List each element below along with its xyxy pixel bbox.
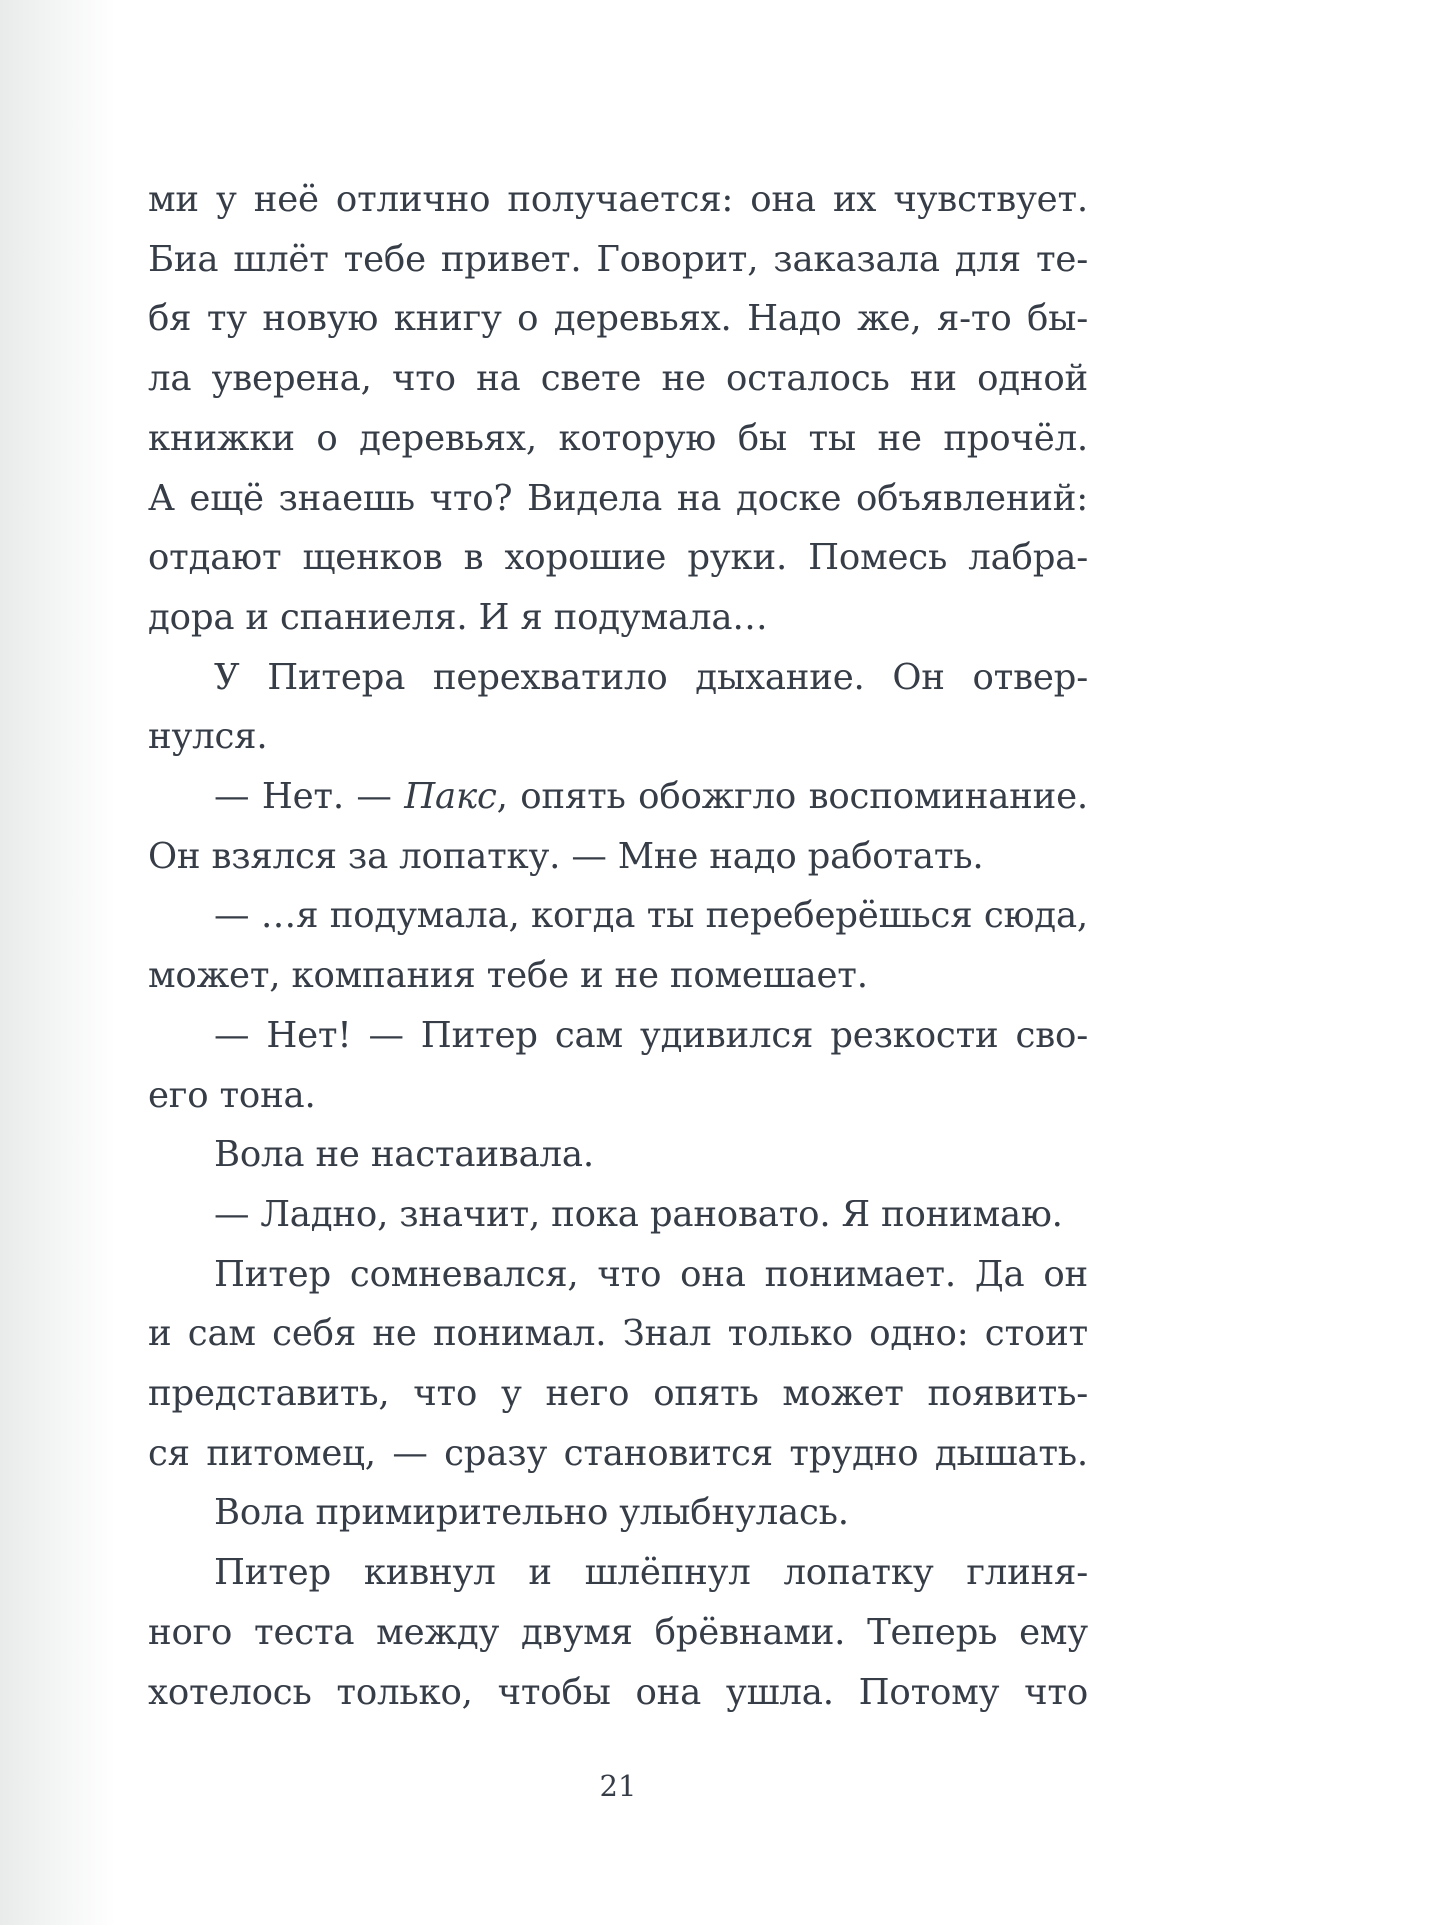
text-segment: ми у неё отлично получается: она их чувствует.: [148, 179, 1088, 220]
text-segment: ся питомец, — сразу становится трудно дышать.: [148, 1432, 1088, 1474]
page-edge-shadow: [0, 0, 116, 1925]
text-line: [148, 230, 1088, 290]
text-segment: А ещё знаешь что? Видела на доске объявлений:: [148, 477, 1088, 519]
text-segment: представить, что у него опять может появить-: [148, 1373, 1088, 1415]
text-line: [148, 469, 1088, 529]
text-segment: его тона.: [148, 1074, 316, 1116]
text-line: [148, 1543, 1088, 1603]
text-segment: — Нет! — Питер сам удивился резкости сво-: [214, 1014, 1088, 1056]
text-segment: и сам себя не понимал. Знал только одно: стоит: [148, 1313, 1088, 1355]
text-line: [148, 409, 1088, 469]
text-line: [148, 827, 1088, 887]
text-line: [148, 170, 1088, 230]
page-number: 21: [599, 1769, 637, 1803]
text-segment: , опять обожгло воспоминание.: [496, 776, 1088, 818]
text-line: [148, 1245, 1088, 1305]
text-segment: бя ту новую книгу о деревьях. Надо же, я-то бы-: [148, 298, 1088, 340]
text-line: [148, 528, 1088, 588]
text-line: [148, 946, 1088, 1006]
text-line: [148, 648, 1088, 708]
text-line: [148, 289, 1088, 349]
text-line: [148, 349, 1088, 409]
text-segment: ного теста между двумя брёвнами. Теперь ему: [148, 1611, 1088, 1653]
text-segment: У Питера перехватило дыхание. Он отвер-: [214, 656, 1088, 698]
text-segment: Вола не настаивала.: [214, 1134, 594, 1176]
text-line: [148, 1185, 1088, 1245]
italic-word: Пакс: [404, 776, 497, 818]
text-line: [148, 1663, 1088, 1723]
text-line: [148, 1424, 1088, 1484]
text-segment: — …я подумала, когда ты переберёшься сюда,: [214, 895, 1088, 937]
text-line: [148, 1125, 1088, 1185]
text-line: [148, 767, 1088, 827]
text-line: [148, 886, 1088, 946]
text-segment: Питер кивнул и шлёпнул лопатку глиня-: [214, 1552, 1088, 1594]
text-segment: ла уверена, что на свете не осталось ни одной: [148, 358, 1088, 400]
text-segment: отдают щенков в хорошие руки. Помесь лабра-: [148, 537, 1088, 579]
text-segment: книжки о деревьях, которую бы ты не прочёл.: [148, 417, 1088, 459]
text-line: [148, 1483, 1088, 1543]
text-segment: — Ладно, значит, пока рановато. Я понимаю.: [214, 1193, 1063, 1235]
text-line: [148, 1304, 1088, 1364]
text-segment: Биа шлёт тебе привет. Говорит, заказала для те-: [148, 238, 1088, 280]
text-segment: хотелось только, чтобы она ушла. Потому что: [148, 1671, 1088, 1713]
text-line: [148, 1006, 1088, 1066]
text-segment: нулся.: [148, 716, 268, 758]
text-segment: Он взялся за лопатку. — Мне надо работать.: [148, 835, 984, 877]
text-segment: Питер сомневался, что она понимает. Да он: [214, 1253, 1088, 1295]
text-line: [148, 1603, 1088, 1663]
text-segment: может, компания тебе и не помешает.: [148, 955, 868, 997]
text-line: [148, 707, 1088, 767]
text-line: [148, 1364, 1088, 1424]
text-segment: Вола примирительно улыбнулась.: [214, 1492, 849, 1534]
text-line: [148, 588, 1088, 648]
text-line: [148, 1066, 1088, 1126]
text-block: [148, 170, 1088, 1722]
text-segment: — Нет. —: [214, 776, 405, 818]
text-segment: дора и спаниеля. И я подумала…: [148, 596, 768, 638]
